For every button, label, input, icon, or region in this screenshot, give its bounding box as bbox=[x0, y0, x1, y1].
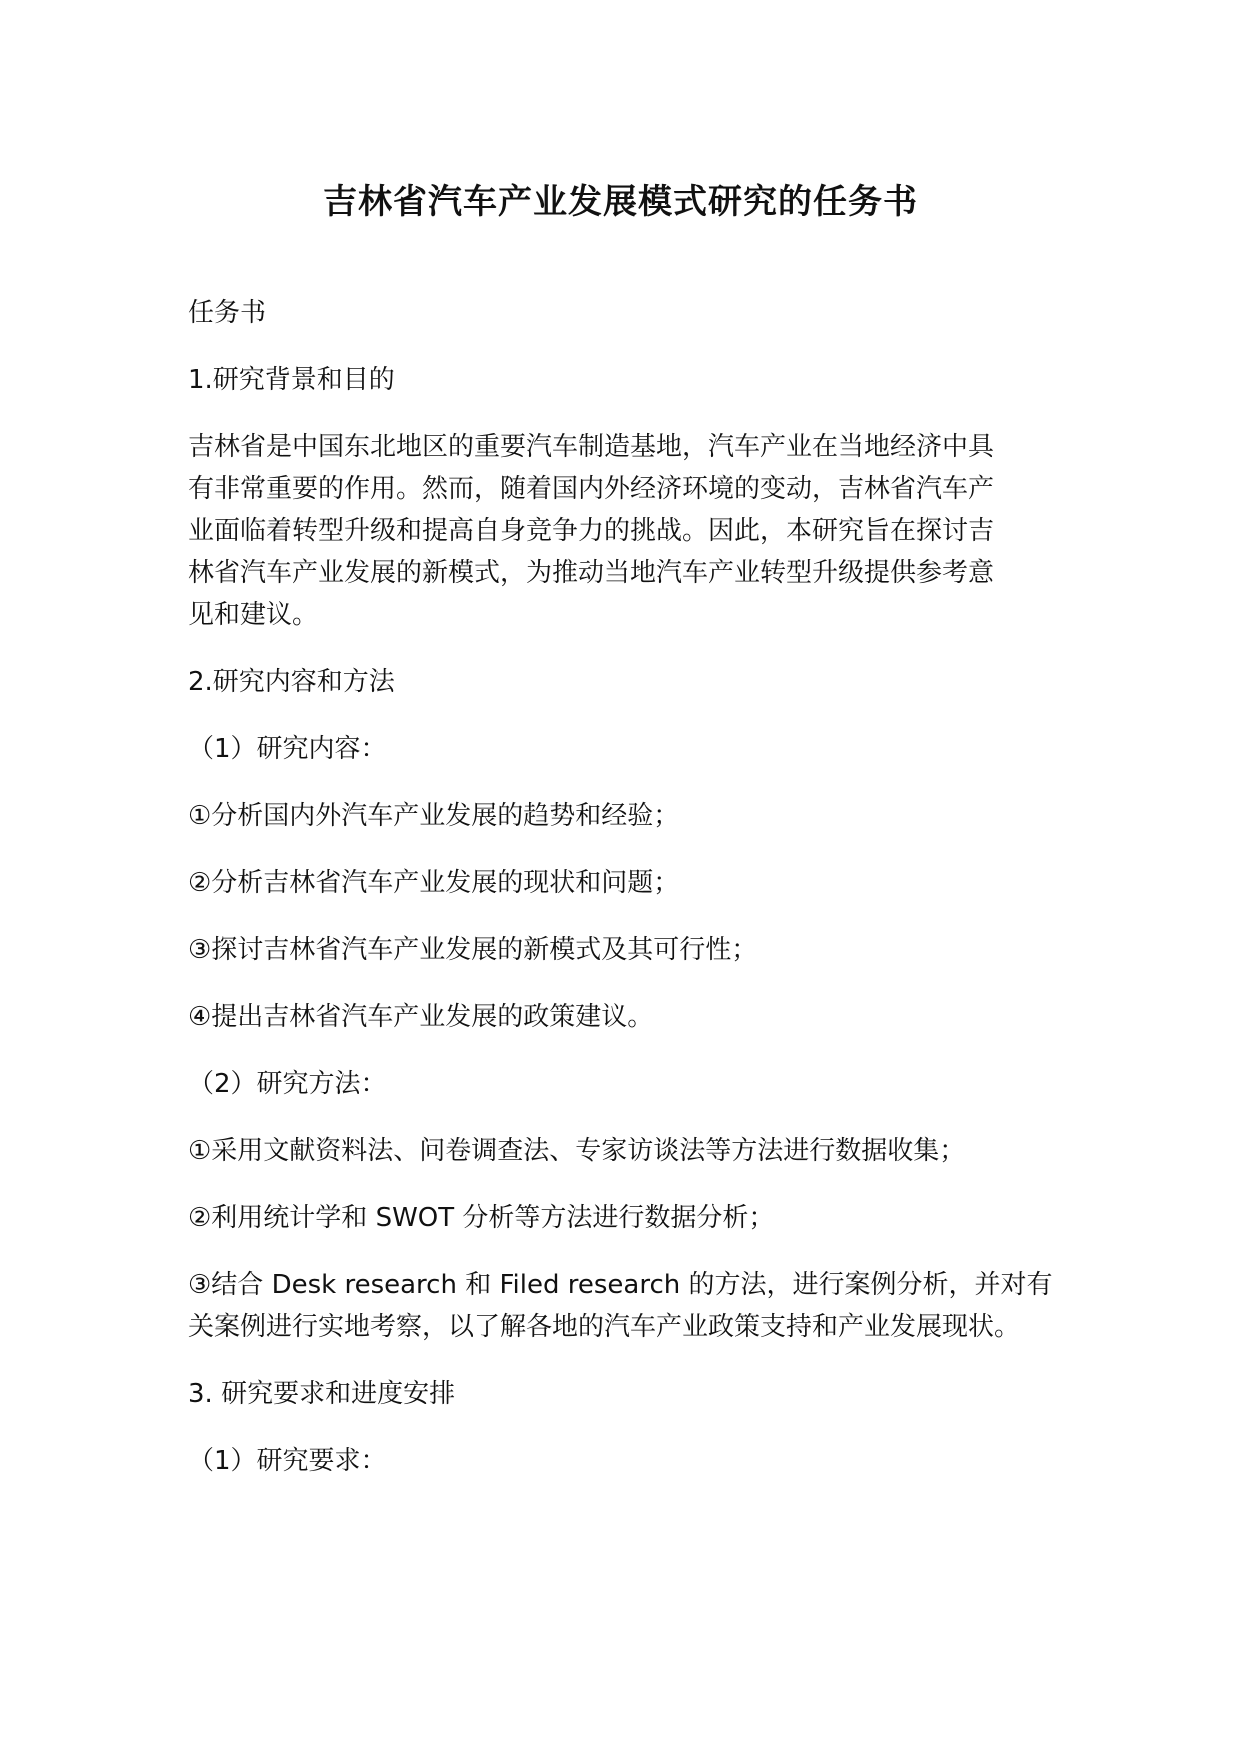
section-1-paragraph bbox=[188, 426, 1088, 636]
paragraph-line: ③结合 Desk research 和 Filed research 的方法，进行案例分析，并对有 bbox=[188, 1270, 1053, 1300]
research-content-item: ②分析吉林省汽车产业发展的现状和问题； bbox=[188, 868, 680, 898]
section-3-heading: 3. 研究要求和进度安排 bbox=[188, 1379, 456, 1409]
paragraph-line: 吉林省是中国东北地区的重要汽车制造基地，汽车产业在当地经济中具 bbox=[188, 432, 995, 462]
research-content-heading: （1）研究内容： bbox=[188, 734, 387, 764]
document-label: 任务书 bbox=[188, 298, 267, 328]
section-1-heading: 1.研究背景和目的 bbox=[188, 365, 395, 395]
research-content-item: ①分析国内外汽车产业发展的趋势和经验； bbox=[188, 801, 680, 831]
paragraph-line: 见和建议。 bbox=[188, 600, 319, 630]
research-content-item: ④提出吉林省汽车产业发展的政策建议。 bbox=[188, 1002, 654, 1032]
paragraph-line: 有非常重要的作用。然而，随着国内外经济环境的变动，吉林省汽车产 bbox=[188, 474, 995, 504]
research-content-item: ③探讨吉林省汽车产业发展的新模式及其可行性； bbox=[188, 935, 758, 965]
research-method-item: ①采用文献资料法、问卷调查法、专家访谈法等方法进行数据收集； bbox=[188, 1136, 966, 1166]
paragraph-line: 关案例进行实地考察，以了解各地的汽车产业政策支持和产业发展现状。 bbox=[188, 1312, 1021, 1342]
research-requirement-heading: （1）研究要求： bbox=[188, 1446, 387, 1476]
paragraph-line: 林省汽车产业发展的新模式，为推动当地汽车产业转型升级提供参考意 bbox=[188, 558, 995, 588]
document-title: 吉林省汽车产业发展模式研究的任务书 bbox=[323, 182, 918, 222]
research-method-item bbox=[188, 1264, 1088, 1348]
section-2-heading: 2.研究内容和方法 bbox=[188, 667, 395, 697]
research-method-heading: （2）研究方法： bbox=[188, 1069, 387, 1099]
research-method-item: ②利用统计学和 SWOT 分析等方法进行数据分析； bbox=[188, 1203, 775, 1233]
paragraph-line: 业面临着转型升级和提高自身竞争力的挑战。因此，本研究旨在探讨吉 bbox=[188, 516, 995, 546]
document-body bbox=[188, 292, 1088, 1507]
